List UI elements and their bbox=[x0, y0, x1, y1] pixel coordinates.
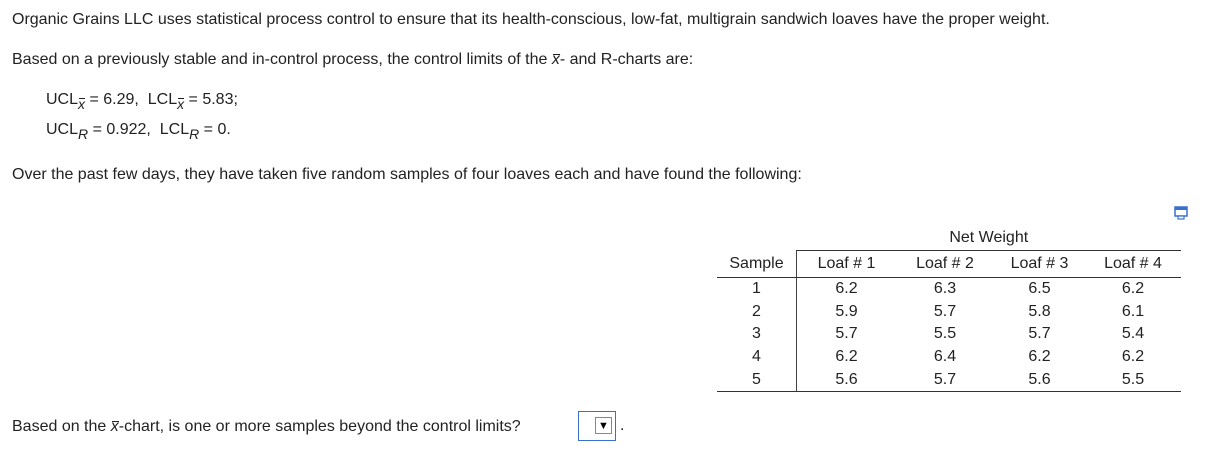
sample-number: 5 bbox=[717, 368, 797, 391]
table-row bbox=[717, 368, 1181, 391]
x-bar-symbol: x bbox=[110, 418, 119, 435]
table-cell: 5.7 bbox=[896, 368, 994, 391]
ucl-x-subscript: x bbox=[78, 96, 86, 112]
sample-number: 3 bbox=[717, 323, 797, 346]
table-row bbox=[717, 323, 1181, 346]
table-cell: 6.1 bbox=[1121, 302, 1145, 320]
question-period: . bbox=[620, 417, 625, 434]
net-weight-header: Net Weight bbox=[797, 226, 1182, 251]
ucl-r-subscript: R bbox=[78, 126, 89, 142]
xbar-limits bbox=[46, 91, 238, 112]
limits-intro-before: Based on a previously stable and in-control process, the control limits of the bbox=[12, 51, 552, 68]
table-cell: 6.5 bbox=[1028, 280, 1051, 298]
answer-dropdown[interactable] bbox=[578, 411, 616, 441]
ucl-r-label: UCL bbox=[46, 121, 79, 138]
r-limits bbox=[46, 121, 231, 142]
question-after: -chart, is one or more samples beyond the control limits? bbox=[118, 418, 521, 435]
table-cell: 5.5 bbox=[1085, 368, 1181, 391]
dropdown-arrow-icon[interactable]: ▼ bbox=[595, 417, 612, 434]
table-cell: 6.2 bbox=[1121, 348, 1145, 366]
column-header-loaf-4: Loaf # 4 bbox=[1085, 251, 1181, 278]
table-cell: 5.7 bbox=[933, 302, 957, 320]
sample-number: 4 bbox=[717, 346, 797, 369]
table-cell: 6.2 bbox=[835, 280, 858, 298]
ucl-x-label: UCL bbox=[46, 91, 79, 108]
table-corner bbox=[717, 226, 797, 251]
table-row bbox=[717, 346, 1181, 369]
lcl-r-subscript: R bbox=[189, 126, 200, 142]
question-text bbox=[12, 418, 521, 436]
limits-intro-after: - and R-charts are: bbox=[559, 51, 694, 68]
table-cell: 5.8 bbox=[1028, 302, 1051, 320]
table-cell: 6.4 bbox=[933, 348, 957, 366]
lcl-x-label: LCL bbox=[147, 91, 178, 108]
intro-text: Organic Grains LLC uses statistical process control to ensure that its health-conscious, low-fat, multigrain sandwich loaves have the proper weight. bbox=[12, 11, 1050, 28]
column-header-loaf-2: Loaf # 2 bbox=[896, 251, 994, 278]
table-cell: 5.7 bbox=[835, 325, 858, 343]
limits-intro-text bbox=[12, 51, 693, 69]
table-cell: 5.7 bbox=[1028, 325, 1051, 343]
lcl-r-value: = 0. bbox=[199, 121, 231, 138]
column-header-loaf-3: Loaf # 3 bbox=[994, 251, 1085, 278]
table-cell: 5.6 bbox=[797, 368, 897, 391]
sample-number: 2 bbox=[717, 301, 797, 324]
ucl-r-value: = 0.922, bbox=[88, 121, 151, 138]
expand-table-icon[interactable] bbox=[1174, 206, 1188, 220]
x-bar-symbol: x bbox=[551, 51, 560, 68]
net-weight-table bbox=[717, 226, 1181, 392]
samples-intro-text: Over the past few days, they have taken five random samples of four loaves each and have found the following: bbox=[12, 166, 802, 183]
question-before: Based on the bbox=[12, 418, 111, 435]
column-header-loaf-1: Loaf # 1 bbox=[797, 251, 897, 278]
table-cell: 6.2 bbox=[1121, 280, 1145, 298]
table-row bbox=[717, 301, 1181, 324]
table-cell: 5.9 bbox=[835, 302, 858, 320]
column-header-sample: Sample bbox=[717, 251, 797, 278]
lcl-r-label: LCL bbox=[159, 121, 190, 138]
table-cell: 5.6 bbox=[994, 368, 1085, 391]
sample-number: 1 bbox=[717, 278, 797, 301]
table-cell: 5.5 bbox=[933, 325, 957, 343]
lcl-x-value: = 5.83; bbox=[184, 91, 238, 108]
ucl-x-value: = 6.29, bbox=[85, 91, 139, 108]
table-row bbox=[717, 278, 1181, 301]
table-cell: 5.4 bbox=[1121, 325, 1145, 343]
table-cell: 6.2 bbox=[1028, 348, 1051, 366]
lcl-x-subscript: x bbox=[177, 96, 185, 112]
table-cell: 6.3 bbox=[933, 280, 957, 298]
table-cell: 6.2 bbox=[835, 348, 858, 366]
